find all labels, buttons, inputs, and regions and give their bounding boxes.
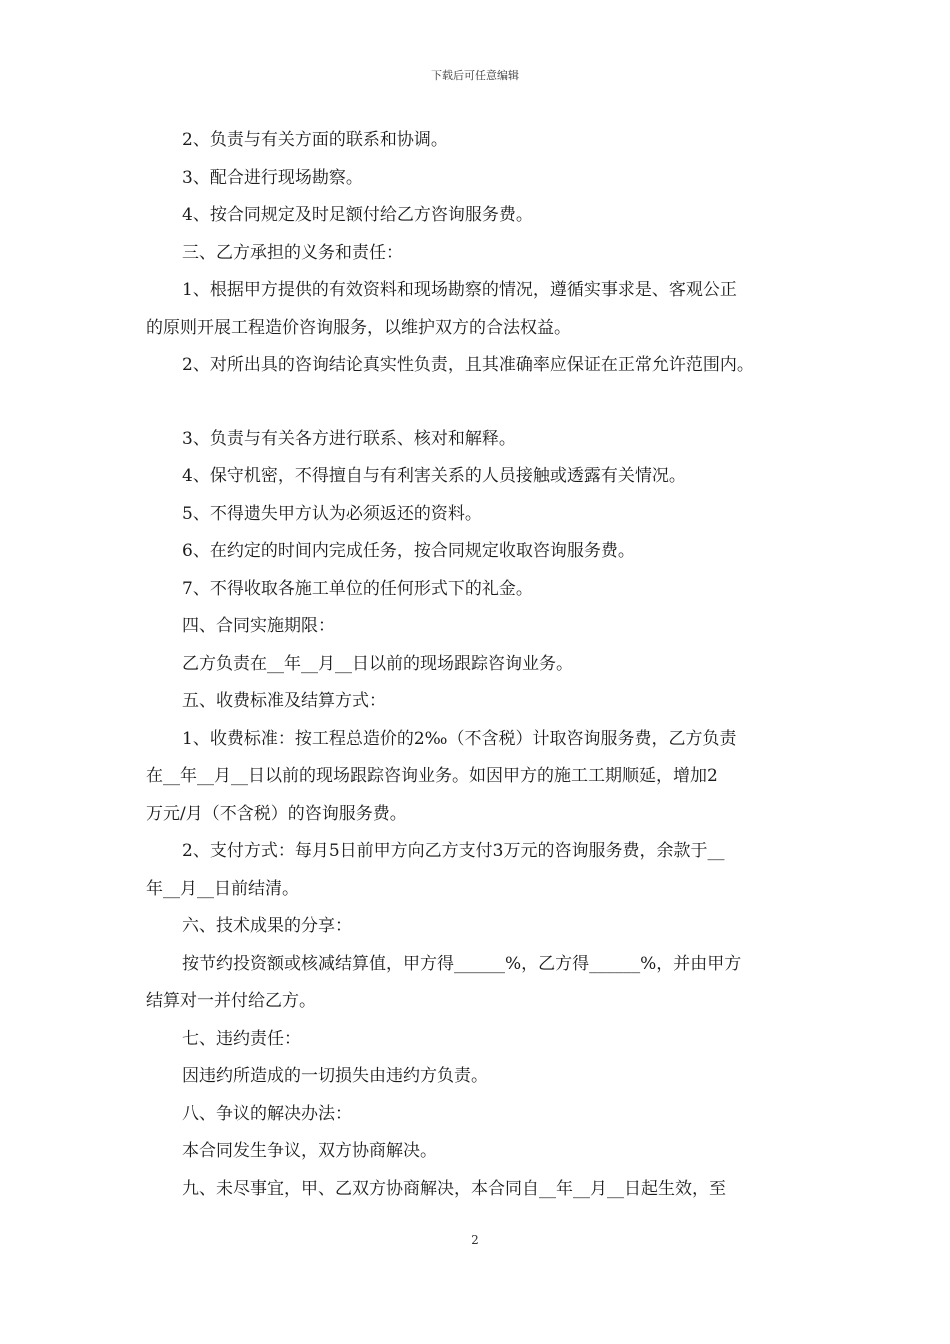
paragraph-line: 在__年__月__日以前的现场跟踪咨询业务。如因甲方的施工工期顺延，增加2 (146, 766, 718, 786)
paragraph-line: 三、乙方承担的义务和责任： (182, 242, 403, 263)
paragraph-line: 1、根据甲方提供的有效资料和现场勘察的情况，遵循实事求是、客观公正 (182, 280, 737, 300)
paragraph-line: 年__月__日前结清。 (146, 878, 299, 899)
paragraph-line: 四、合同实施期限： (182, 616, 335, 636)
paragraph-line: 3、负责与有关各方进行联系、核对和解释。 (182, 428, 516, 449)
paragraph-line: 按节约投资额或核减结算值，甲方得______%，乙方得______%，并由甲方 (182, 953, 742, 974)
paragraph-line: 结算对一并付给乙方。 (146, 991, 316, 1011)
paragraph-line: 2、支付方式：每月5日前甲方向乙方支付3万元的咨询服务费，余款于__ (182, 841, 725, 861)
paragraph-line: 的原则开展工程造价咨询服务，以维护双方的合法权益。 (146, 317, 571, 338)
paragraph-line: 5、不得遗失甲方认为必须返还的资料。 (182, 503, 482, 524)
paragraph-line: 本合同发生争议，双方协商解决。 (182, 1141, 437, 1161)
paragraph-line: 八、争议的解决办法： (182, 1103, 352, 1124)
paragraph-line: 乙方负责在__年__月__日以前的现场跟踪咨询业务。 (182, 653, 573, 674)
paragraph-line: 九、未尽事宜，甲、乙双方协商解决，本合同自__年__月__日起生效，至 (182, 1178, 726, 1199)
paragraph-line: 六、技术成果的分享： (182, 916, 352, 936)
paragraph-line: 七、违约责任： (182, 1028, 301, 1049)
paragraph-line: 1、收费标准：按工程总造价的2‰（不含税）计取咨询服务费，乙方负责 (182, 728, 737, 749)
paragraph-line: 因违约所造成的一切损失由违约方负责。 (182, 1066, 488, 1086)
paragraph-line: 万元/月（不含税）的咨询服务费。 (146, 803, 407, 824)
paragraph-line: 7、不得收取各施工单位的任何形式下的礼金。 (182, 578, 533, 599)
document-body (146, 122, 826, 1208)
paragraph-line: 4、按合同规定及时足额付给乙方咨询服务费。 (182, 205, 533, 225)
page-header: 下载后可任意编辑 (431, 69, 519, 82)
paragraph-line: 4、保守机密，不得擅自与有利害关系的人员接触或透露有关情况。 (182, 466, 686, 486)
paragraph-line: 6、在约定的时间内完成任务，按合同规定收取咨询服务费。 (182, 541, 635, 561)
blank-line (146, 385, 826, 421)
paragraph-line: 2、负责与有关方面的联系和协调。 (182, 130, 448, 150)
paragraph-line: 五、收费标准及结算方式： (182, 691, 386, 711)
page-number: 2 (471, 1233, 479, 1247)
paragraph-line: 2、对所出具的咨询结论真实性负责，且其准确率应保证在正常允许范围内。 (182, 355, 754, 375)
paragraph-line: 3、配合进行现场勘察。 (182, 167, 363, 188)
